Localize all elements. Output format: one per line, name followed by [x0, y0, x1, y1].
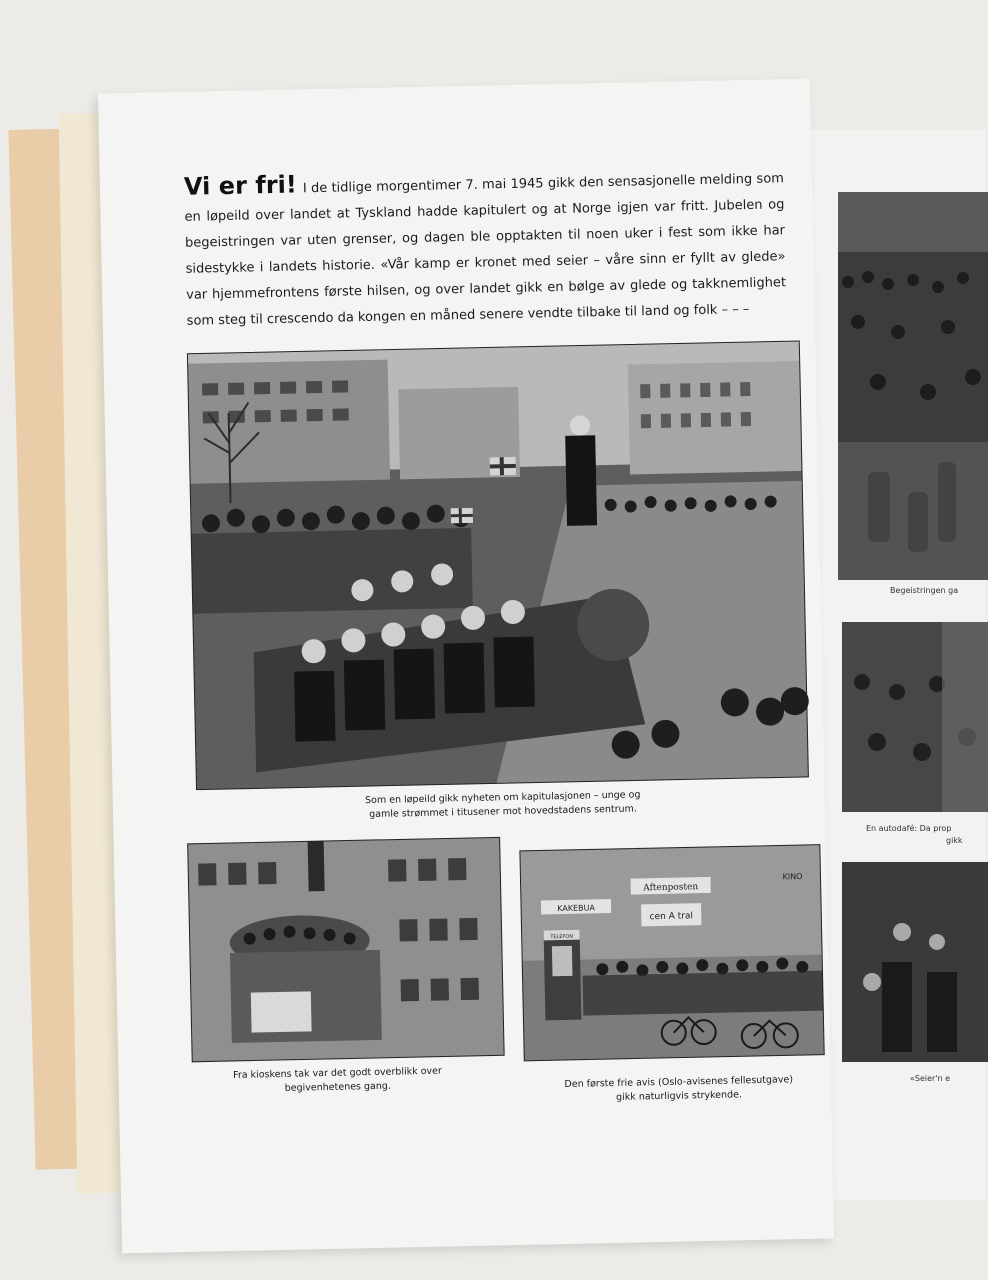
facing-photo-street-crowd	[838, 192, 988, 580]
facing-caption-4: «Seier'n e	[910, 1074, 951, 1083]
facing-caption-1: Begeistringen ga	[890, 586, 959, 595]
sign-kakebua: KAKEBUA	[557, 903, 596, 914]
magazine-page	[98, 79, 834, 1254]
sign-aftenposten: Aftenposten	[643, 882, 699, 894]
intro-paragraph	[184, 161, 787, 335]
sign-central: cen A tral	[649, 911, 694, 923]
facing-photo-autodafe	[842, 622, 988, 812]
sign-kino: KINO	[782, 872, 803, 882]
intro-text: I de tidlige morgentimer 7. mai 1945 gikk den sensasjonelle melding som en løpeild over landet at Tyskland hadde kapitulert og at Norge igjen var fritt. Jubelen og begeistringen var uten grenser, og dagen ble opptakten til noen uker i fest som ikke har sidestykke i landets historie. «Vår kamp er kronet med seier – våre sinn er fyllt av glede» var hjemmefrontens første hilsen, og over landet gikk en bølge av glede og takknemlighet som steg til crescendo da kongen en måned senere vendte tilbake til land og folk – – –	[184, 171, 787, 329]
facing-page	[806, 130, 986, 1200]
facing-photo-seier	[842, 862, 988, 1062]
facing-caption-3: gikk	[946, 836, 963, 845]
photo-kiosk	[188, 837, 504, 1061]
caption-main-photo: Som en løpeild gikk nyheten om kapitulasjonen – unge og gamle strømmet i titusener mot hovedstadens sentrum.	[364, 789, 641, 821]
photo-newspaper-street	[520, 845, 824, 1061]
caption-newspaper: Den første frie avis (Oslo-avisenes fellesutgave) gikk naturligvis strykende.	[564, 1074, 794, 1103]
photo-main-crowd-truck	[187, 341, 808, 790]
caption-kiosk: Fra kioskens tak var det godt overblikk over begivenhetenes gang.	[233, 1065, 442, 1094]
headline: Vi er fri!	[183, 170, 298, 201]
sign-telefon: TELEFON	[550, 933, 574, 941]
facing-caption-2: En autodafé: Da prop	[866, 824, 952, 833]
